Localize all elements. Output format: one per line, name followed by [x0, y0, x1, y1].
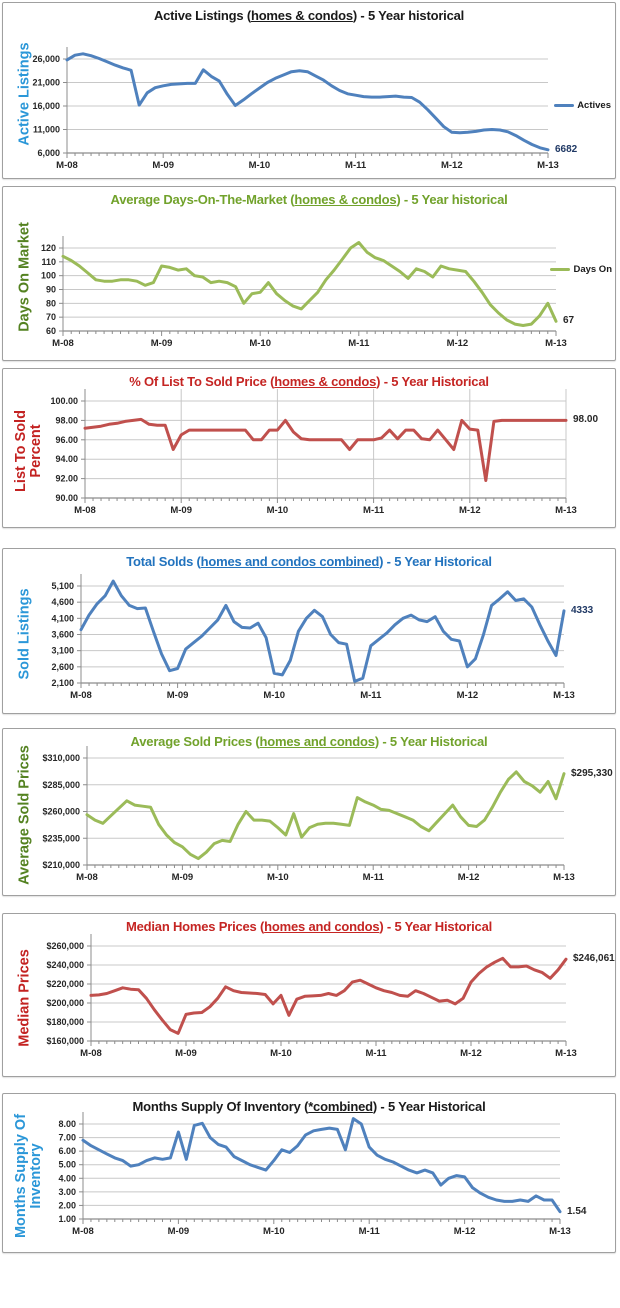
x-tick-label: M-11	[358, 1226, 380, 1237]
y-tick-label: 100	[40, 270, 56, 281]
last-value-label: 67	[563, 315, 575, 327]
y-tick-label: 4,600	[51, 597, 74, 608]
chart-plot-area	[3, 549, 615, 713]
x-tick-label: M-11	[345, 160, 367, 171]
x-tick-label: M-10	[262, 1226, 285, 1237]
y-tick-label: 21,000	[32, 77, 60, 88]
title-text: Average Sold Prices (	[130, 734, 260, 749]
title-underlined-text: homes and condos combined	[200, 554, 380, 569]
x-tick-label: M-13	[545, 338, 567, 349]
legend-label: Actives	[577, 100, 611, 111]
x-tick-label: M-08	[56, 160, 78, 171]
legend	[554, 100, 611, 111]
y-tick-label: 110	[41, 256, 56, 267]
panel-total-solds	[2, 548, 616, 714]
y-tick-label: 11,000	[32, 124, 60, 135]
x-tick-label: M-08	[74, 505, 96, 516]
series-line-active-listings	[67, 54, 548, 150]
y-tick-label: $260,000	[42, 806, 80, 817]
x-tick-label: M-10	[266, 872, 289, 883]
y-tick-label: 6.00	[58, 1146, 76, 1157]
y-tick-label: 16,000	[32, 101, 60, 111]
x-tick-label: M-11	[362, 872, 384, 883]
x-tick-label: M-12	[458, 505, 481, 516]
x-tick-label: M-09	[171, 872, 194, 883]
chart-plot-area	[3, 914, 615, 1076]
x-tick-label: M-10	[270, 1048, 292, 1059]
y-axis-title-line: Days On Market	[16, 222, 33, 332]
title-underlined-text: homes and condos	[264, 919, 380, 934]
last-value-label: 4333	[571, 604, 594, 616]
chart-plot-area	[3, 187, 615, 360]
y-axis-title-line: Inventory	[28, 1143, 44, 1209]
x-tick-label: M-13	[549, 1226, 571, 1237]
x-tick-label: M-10	[248, 160, 271, 171]
y-axis-title-line: Active Listings	[16, 42, 33, 146]
title-text: Median Homes Prices (	[125, 919, 265, 934]
y-tick-label: $200,000	[46, 998, 84, 1008]
title-text: ) - 5 Year Historical	[372, 1099, 486, 1114]
x-tick-label: M-09	[166, 690, 189, 701]
chart-plot-area	[3, 729, 615, 895]
title-underlined-text: *combined	[308, 1099, 373, 1114]
y-tick-label: $285,000	[42, 779, 80, 790]
last-value-label: $246,061	[573, 953, 615, 965]
y-tick-label: $210,000	[42, 860, 80, 870]
y-tick-label: 2,100	[51, 678, 74, 688]
y-tick-label: 90.00	[55, 493, 78, 503]
y-tick-label: 96.00	[55, 434, 78, 445]
x-tick-label: M-11	[365, 1048, 387, 1059]
x-tick-label: M-09	[170, 505, 193, 516]
y-tick-label: 2,600	[51, 661, 74, 672]
title-text: Active Listings (	[153, 8, 251, 23]
x-tick-label: M-12	[460, 1048, 482, 1059]
title-text: % Of List To Sold Price (	[129, 374, 275, 389]
y-axis-title-line: Percent	[28, 424, 44, 478]
title-text: ) - 5 Year historical	[396, 192, 508, 207]
y-tick-label: 6,000	[37, 148, 60, 158]
x-tick-label: M-12	[456, 690, 479, 701]
panel-months-supply	[2, 1093, 616, 1253]
x-tick-label: M-09	[167, 1226, 190, 1237]
title-underlined-text: homes & condos	[294, 192, 397, 207]
y-tick-label: 70	[45, 312, 56, 323]
y-axis-title-line: Sold Listings	[16, 588, 33, 680]
title-text: ) - 5 Year historical	[352, 8, 465, 23]
panel-median-prices	[2, 913, 616, 1077]
legend-line-swatch	[554, 104, 574, 107]
legend	[550, 264, 612, 275]
title-text: ) - 5 Year Historical	[374, 734, 488, 749]
y-tick-label: 4.00	[58, 1173, 76, 1184]
title-text: ) - 5 Year Historical	[376, 374, 489, 389]
x-tick-label: M-08	[76, 872, 98, 883]
y-tick-label: 98.00	[55, 415, 78, 426]
y-axis-title-line: Average Sold Prices	[16, 745, 33, 886]
series-line-days-on-market	[63, 243, 556, 326]
x-tick-label: M-10	[263, 690, 286, 701]
y-tick-label: 5.00	[58, 1159, 76, 1170]
title-underlined-text: homes & condos	[274, 374, 377, 389]
y-axis-title-line: Median Prices	[16, 949, 33, 1047]
title-underlined-text: homes & condos	[250, 8, 353, 23]
x-tick-label: M-11	[348, 338, 370, 349]
last-value-label: 1.54	[567, 1205, 587, 1217]
y-tick-label: 90	[45, 284, 56, 295]
x-tick-label: M-11	[360, 690, 382, 701]
title-text: ) - 5 Year Historical	[379, 919, 493, 934]
x-tick-label: M-08	[70, 690, 92, 701]
title-text: ) - 5 Year Historical	[379, 554, 492, 569]
x-tick-label: M-13	[537, 160, 559, 171]
x-tick-label: M-12	[453, 1226, 476, 1237]
y-axis-title-line: List To Sold	[12, 410, 29, 493]
x-tick-label: M-12	[446, 338, 469, 349]
x-tick-label: M-12	[440, 160, 463, 171]
y-tick-label: 4,100	[51, 613, 74, 624]
x-tick-label: M-09	[175, 1048, 197, 1059]
panel-days-on-market	[2, 186, 616, 361]
chart-plot-area	[3, 1094, 615, 1252]
title-text: Total Solds (	[126, 554, 201, 569]
y-tick-label: 5,100	[51, 581, 74, 591]
y-tick-label: 92.00	[55, 473, 78, 484]
x-tick-label: M-13	[555, 1048, 577, 1059]
panel-active-listings	[2, 2, 616, 179]
y-tick-label: 100.00	[50, 396, 78, 406]
title-text: Average Days-On-The-Market (	[110, 192, 295, 207]
y-tick-label: $160,000	[46, 1036, 84, 1046]
y-tick-label: 2.00	[58, 1200, 76, 1211]
y-tick-label: 60	[45, 326, 56, 336]
y-tick-label: 8.00	[58, 1119, 76, 1129]
y-tick-label: 94.00	[55, 454, 78, 465]
y-tick-label: $235,000	[42, 833, 80, 844]
y-tick-label: 1.00	[58, 1214, 76, 1224]
x-tick-label: M-10	[249, 338, 272, 349]
x-tick-label: M-13	[553, 690, 575, 701]
y-tick-label: 3.00	[58, 1186, 76, 1197]
y-tick-label: $180,000	[46, 1017, 84, 1027]
x-tick-label: M-11	[363, 505, 385, 516]
last-value-label: 6682	[555, 143, 578, 155]
y-tick-label: 3,600	[51, 629, 74, 640]
x-tick-label: M-09	[150, 338, 173, 349]
x-tick-label: M-12	[457, 872, 480, 883]
title-underlined-text: homes and condos	[259, 734, 375, 749]
chart-plot-area	[3, 3, 615, 178]
y-tick-label: 120	[40, 243, 56, 253]
last-value-label: $295,330	[571, 767, 613, 779]
chart-plot-area	[3, 369, 615, 527]
y-tick-label: 7.00	[58, 1132, 76, 1143]
x-tick-label: M-09	[152, 160, 175, 171]
x-tick-label: M-13	[555, 505, 577, 516]
y-tick-label: 3,100	[51, 645, 74, 656]
x-tick-label: M-08	[52, 338, 74, 349]
y-tick-label: $260,000	[46, 941, 84, 951]
x-tick-label: M-10	[266, 505, 289, 516]
y-tick-label: $310,000	[42, 753, 80, 763]
series-line-list-to-sold-percent	[85, 419, 566, 480]
x-tick-label: M-08	[80, 1048, 102, 1059]
y-tick-label: $220,000	[46, 979, 84, 989]
y-axis-title-line: Months Supply Of	[12, 1114, 29, 1239]
y-tick-label: 80	[45, 298, 56, 309]
panel-average-sold-prices	[2, 728, 616, 896]
legend-label: Days On	[573, 264, 612, 275]
title-text: Months Supply Of Inventory (	[132, 1099, 309, 1114]
x-tick-label: M-08	[72, 1226, 94, 1237]
panel-list-to-sold	[2, 368, 616, 528]
y-tick-label: 26,000	[32, 54, 60, 64]
last-value-label: 98.00	[573, 414, 599, 426]
legend-line-swatch	[550, 268, 570, 271]
y-tick-label: $240,000	[46, 960, 84, 970]
x-tick-label: M-13	[553, 872, 575, 883]
